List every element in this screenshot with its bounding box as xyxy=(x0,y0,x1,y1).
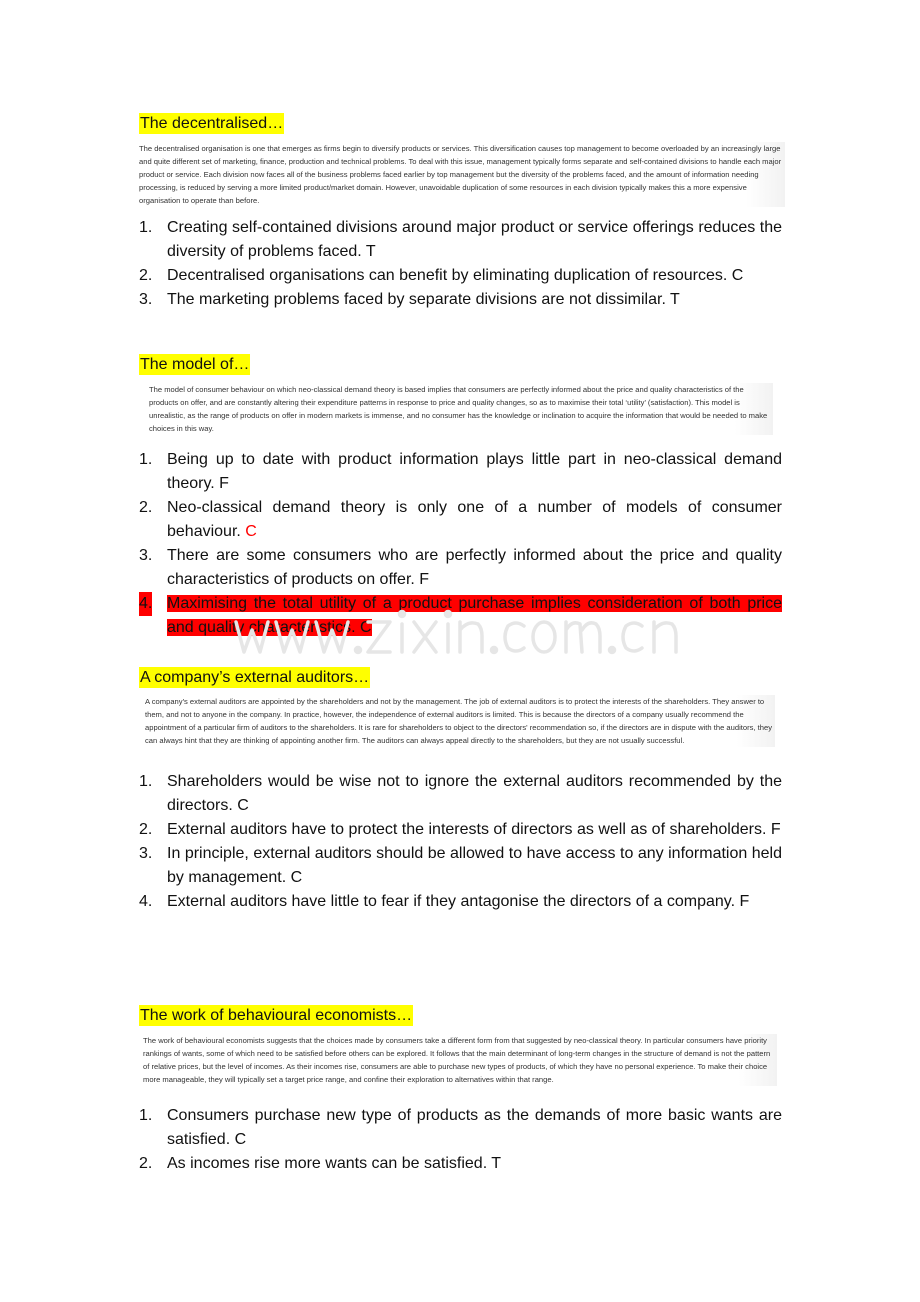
question-text: Shareholders would be wise not to ignore the external auditors recommended by the directors. C xyxy=(167,773,782,814)
question-item xyxy=(139,288,782,312)
question-number: 1. xyxy=(139,451,153,468)
section-heading: The model of… xyxy=(140,356,250,373)
question-text: Decentralised organisations can benefit by eliminating duplication of resources. C xyxy=(167,267,744,284)
passage-text: A company's external auditors are appointed by the shareholders and not by the management. The job of external auditors is to protect the interests of the shareholders. They answer to them, and not to anyone in the company. In practice, however, the independence of external auditors is limited. This is because the directors of a company usually recommend the appointment of a particular firm of auditors to the shareholders. It is rare for shareholders to object to the directors' recommendation so, if the directors are in dispute with the auditors, they can always hint that they are thinking of appointing another firm. The auditors can always appeal directly to the shareholders, but they are not usually successful. xyxy=(139,695,775,747)
question-list xyxy=(139,770,782,914)
question-number: 4. xyxy=(139,592,152,616)
question-text: Maximising the total utility of a product purchase implies consideration of both price and quality characteristics. C xyxy=(167,595,782,636)
question-text: External auditors have little to fear if they antagonise the directors of a company. F xyxy=(167,893,750,910)
question-item xyxy=(139,264,782,288)
section-model-of xyxy=(139,354,782,640)
passage-text: The decentralised organisation is one that emerges as firms begin to diversify products or services. This diversification causes top management to become overloaded by an increasingly large and quite different set of marketing, finance, production and technical problems. To deal with this issue, management typically forms separate and self-contained divisions to handle each major product or service. Each division now faces all of the business problems faced earlier by top management but the diversity of the problems faced, and the amount of information needing processing, is reduced by serving a more limited product/market domain. However, unavoidable duplication of some resources in each division typically makes this a more expensive organisation to operate than before. xyxy=(139,142,785,207)
section-heading: The work of behavioural economists… xyxy=(140,1007,413,1024)
question-text: Consumers purchase new type of products as the demands of more basic wants are satisfied. C xyxy=(167,1107,782,1148)
question-item xyxy=(139,818,782,842)
question-item xyxy=(139,890,782,914)
question-number: 1. xyxy=(139,773,153,790)
question-list xyxy=(139,1104,782,1176)
question-list xyxy=(139,448,782,640)
question-number: 2. xyxy=(139,267,153,284)
passage-text: The model of consumer behaviour on which neo-classical demand theory is based implies that consumers are perfectly informed about the price and quality characteristics of the products on offer, and are constantly altering their expenditure patterns in response to price and quality changes, so as to maximise their total ‘utility’ (satisfaction). This model is unrealistic, as the range of products on offer in modern markets is immense, and no consumer has the knowledge or inclination to acquire the information that would be needed to make choices in this way. xyxy=(139,383,773,435)
question-number: 4. xyxy=(139,893,153,910)
question-text: As incomes rise more wants can be satisfied. T xyxy=(167,1155,502,1172)
question-text: Being up to date with product information plays little part in neo-classical demand theory. F xyxy=(167,451,782,492)
passage-text: The work of behavioural economists suggests that the choices made by consumers take a different form from that suggested by neo-classical theory. In particular consumers have priority rankings of wants, some of which need to be satisfied before others can be explored. It follows that the main determinant of long-term changes in the structure of demand is not the pattern of relative prices, but the level of incomes. As their incomes rise, consumers are able to purchase new types of products, of which they have no personal experience. To make their choice more manageable, they will typically set a target price range, and confine their exploration to alternatives within that range. xyxy=(139,1034,777,1086)
section-heading: A company’s external auditors… xyxy=(140,669,370,686)
question-number: 3. xyxy=(139,845,153,862)
question-number: 2. xyxy=(139,499,153,516)
question-number: 1. xyxy=(139,219,153,236)
question-item xyxy=(139,842,782,890)
question-item xyxy=(139,1152,782,1176)
question-text: External auditors have to protect the interests of directors as well as of shareholders. F xyxy=(167,821,781,838)
question-item xyxy=(139,496,782,544)
question-number: 3. xyxy=(139,547,153,564)
question-item xyxy=(139,448,782,496)
question-number: 1. xyxy=(139,1107,153,1124)
section-heading: The decentralised… xyxy=(140,115,284,132)
question-item-highlighted xyxy=(139,592,782,640)
section-behavioural-economists xyxy=(139,1005,782,1176)
question-number: 3. xyxy=(139,291,153,308)
question-text: Neo-classical demand theory is only one of a number of models of consumer behaviour. xyxy=(167,499,782,540)
question-number: 2. xyxy=(139,821,153,838)
question-text: Creating self-contained divisions around major product or service offerings reduces the diversity of problems faced. T xyxy=(167,219,782,260)
section-external-auditors xyxy=(139,667,782,914)
question-item xyxy=(139,770,782,818)
question-text: There are some consumers who are perfectly informed about the price and quality characteristics of products on offer. F xyxy=(167,547,782,588)
question-item xyxy=(139,1104,782,1152)
section-decentralised xyxy=(139,113,782,312)
question-item xyxy=(139,216,782,264)
answer-letter: C xyxy=(245,523,257,540)
question-text: The marketing problems faced by separate divisions are not dissimilar. T xyxy=(167,291,680,308)
question-text: In principle, external auditors should be allowed to have access to any information held by management. C xyxy=(167,845,782,886)
question-item xyxy=(139,544,782,592)
question-number: 2. xyxy=(139,1155,153,1172)
question-list xyxy=(139,216,782,312)
